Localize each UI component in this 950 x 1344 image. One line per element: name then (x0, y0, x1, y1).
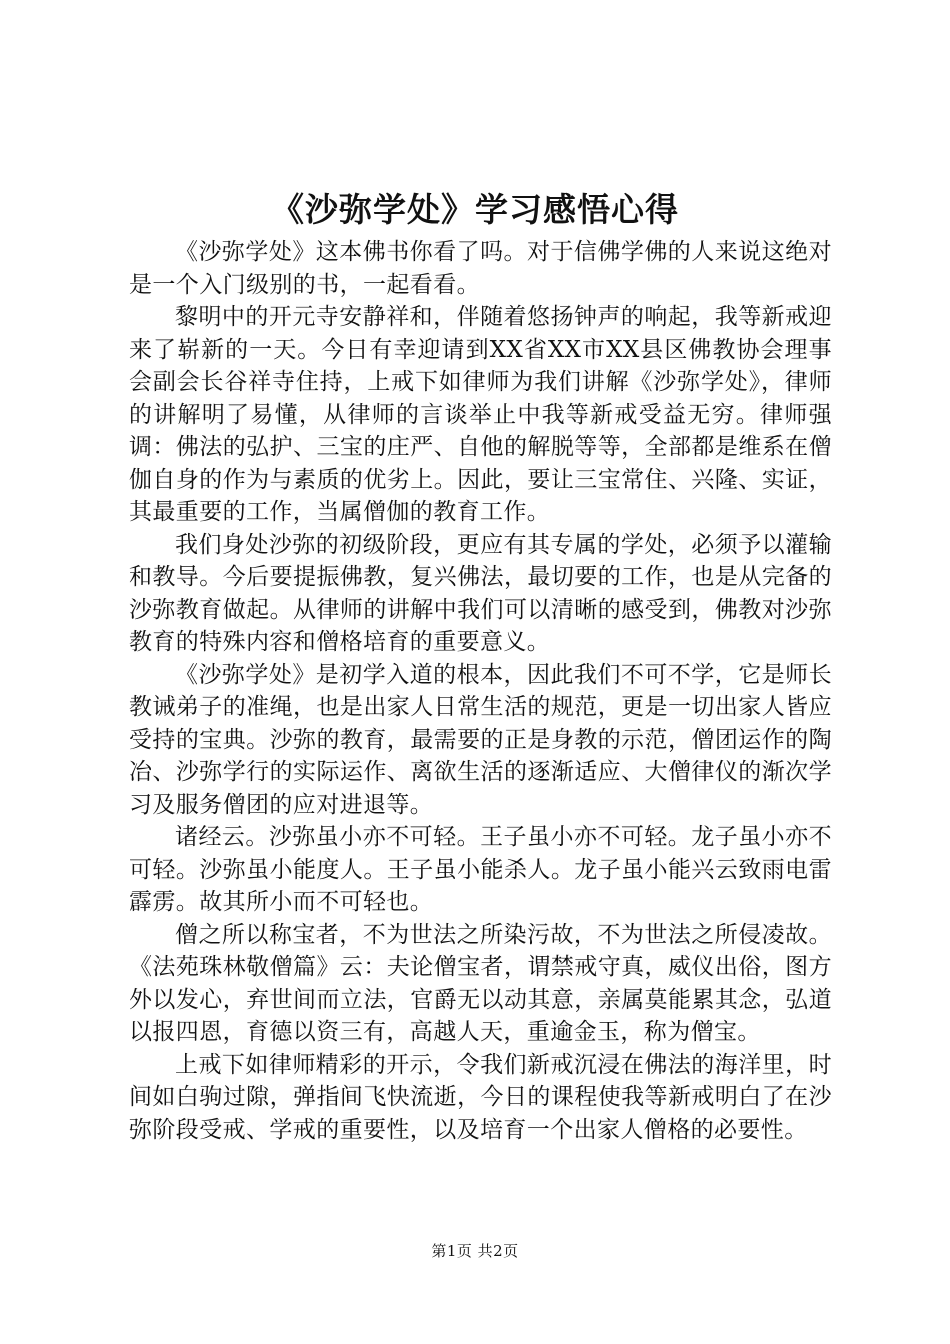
paragraph-7: 上戒下如律师精彩的开示，令我们新戒沉浸在佛法的海洋里，时间如白驹过隙，弹指间飞快流逝，今日的课程使我等新戒明白了在沙弥阶段受戒、学戒的重要性，以及培育一个出家人僧格的必要性。 (129, 1051, 832, 1143)
page-number-footer: 第1页 共2页 (431, 1242, 519, 1260)
paragraph-2: 黎明中的开元寺安静祥和，伴随着悠扬钟声的响起，我等新戒迎来了崭新的一天。今日有幸迎请到XX省XX市XX县区佛教协会理事会副会长谷祥寺住持，上戒下如律师为我们讲解《沙弥学处》，律师的讲解明了易懂，从律师的言谈举止中我等新戒受益无穷。律师强调：佛法的弘护、三宝的庄严、自他的解脱等等，全部都是维系在僧伽自身的作为与素质的优劣上。因此，要让三宝常住、兴隆、实证，其最重要的工作，当属僧伽的教育工作。 (129, 304, 832, 525)
paragraph-3: 我们身处沙弥的初级阶段，更应有其专属的学处，必须予以灌输和教导。今后要提振佛教，复兴佛法，最切要的工作，也是从完备的沙弥教育做起。从律师的讲解中我们可以清晰的感受到，佛教对沙弥教育的特殊内容和僧格培育的重要意义。 (129, 531, 832, 655)
paragraph-1: 《沙弥学处》这本佛书你看了吗。对于信佛学佛的人来说这绝对是一个入门级别的书，一起看看。 (129, 239, 832, 298)
document-title: 《沙弥学处》学习感悟心得 (271, 190, 679, 229)
paragraph-6: 僧之所以称宝者，不为世法之所染污故，不为世法之所侵凌故。《法苑珠林敬僧篇》云：夫论僧宝者，谓禁戒守真，威仪出俗，图方外以发心，弃世间而立法，官爵无以动其意，亲属莫能累其念，弘道以报四恩，育德以资三有，高越人天，重逾金玉，称为僧宝。 (129, 921, 832, 1045)
paragraph-4: 《沙弥学处》是初学入道的根本，因此我们不可不学，它是师长教诫弟子的准绳，也是出家人日常生活的规范，更是一切出家人皆应受持的宝典。沙弥的教育，最需要的正是身教的示范，僧团运作的陶冶、沙弥学行的实际运作、离欲生活的逐渐适应、大僧律仪的渐次学习及服务僧团的应对进退等。 (129, 661, 832, 818)
paragraph-5: 诸经云。沙弥虽小亦不可轻。王子虽小亦不可轻。龙子虽小亦不可轻。沙弥虽小能度人。王子虽小能杀人。龙子虽小能兴云致雨电雷霹雳。故其所小而不可轻也。 (129, 824, 832, 915)
document-body (129, 236, 832, 1146)
